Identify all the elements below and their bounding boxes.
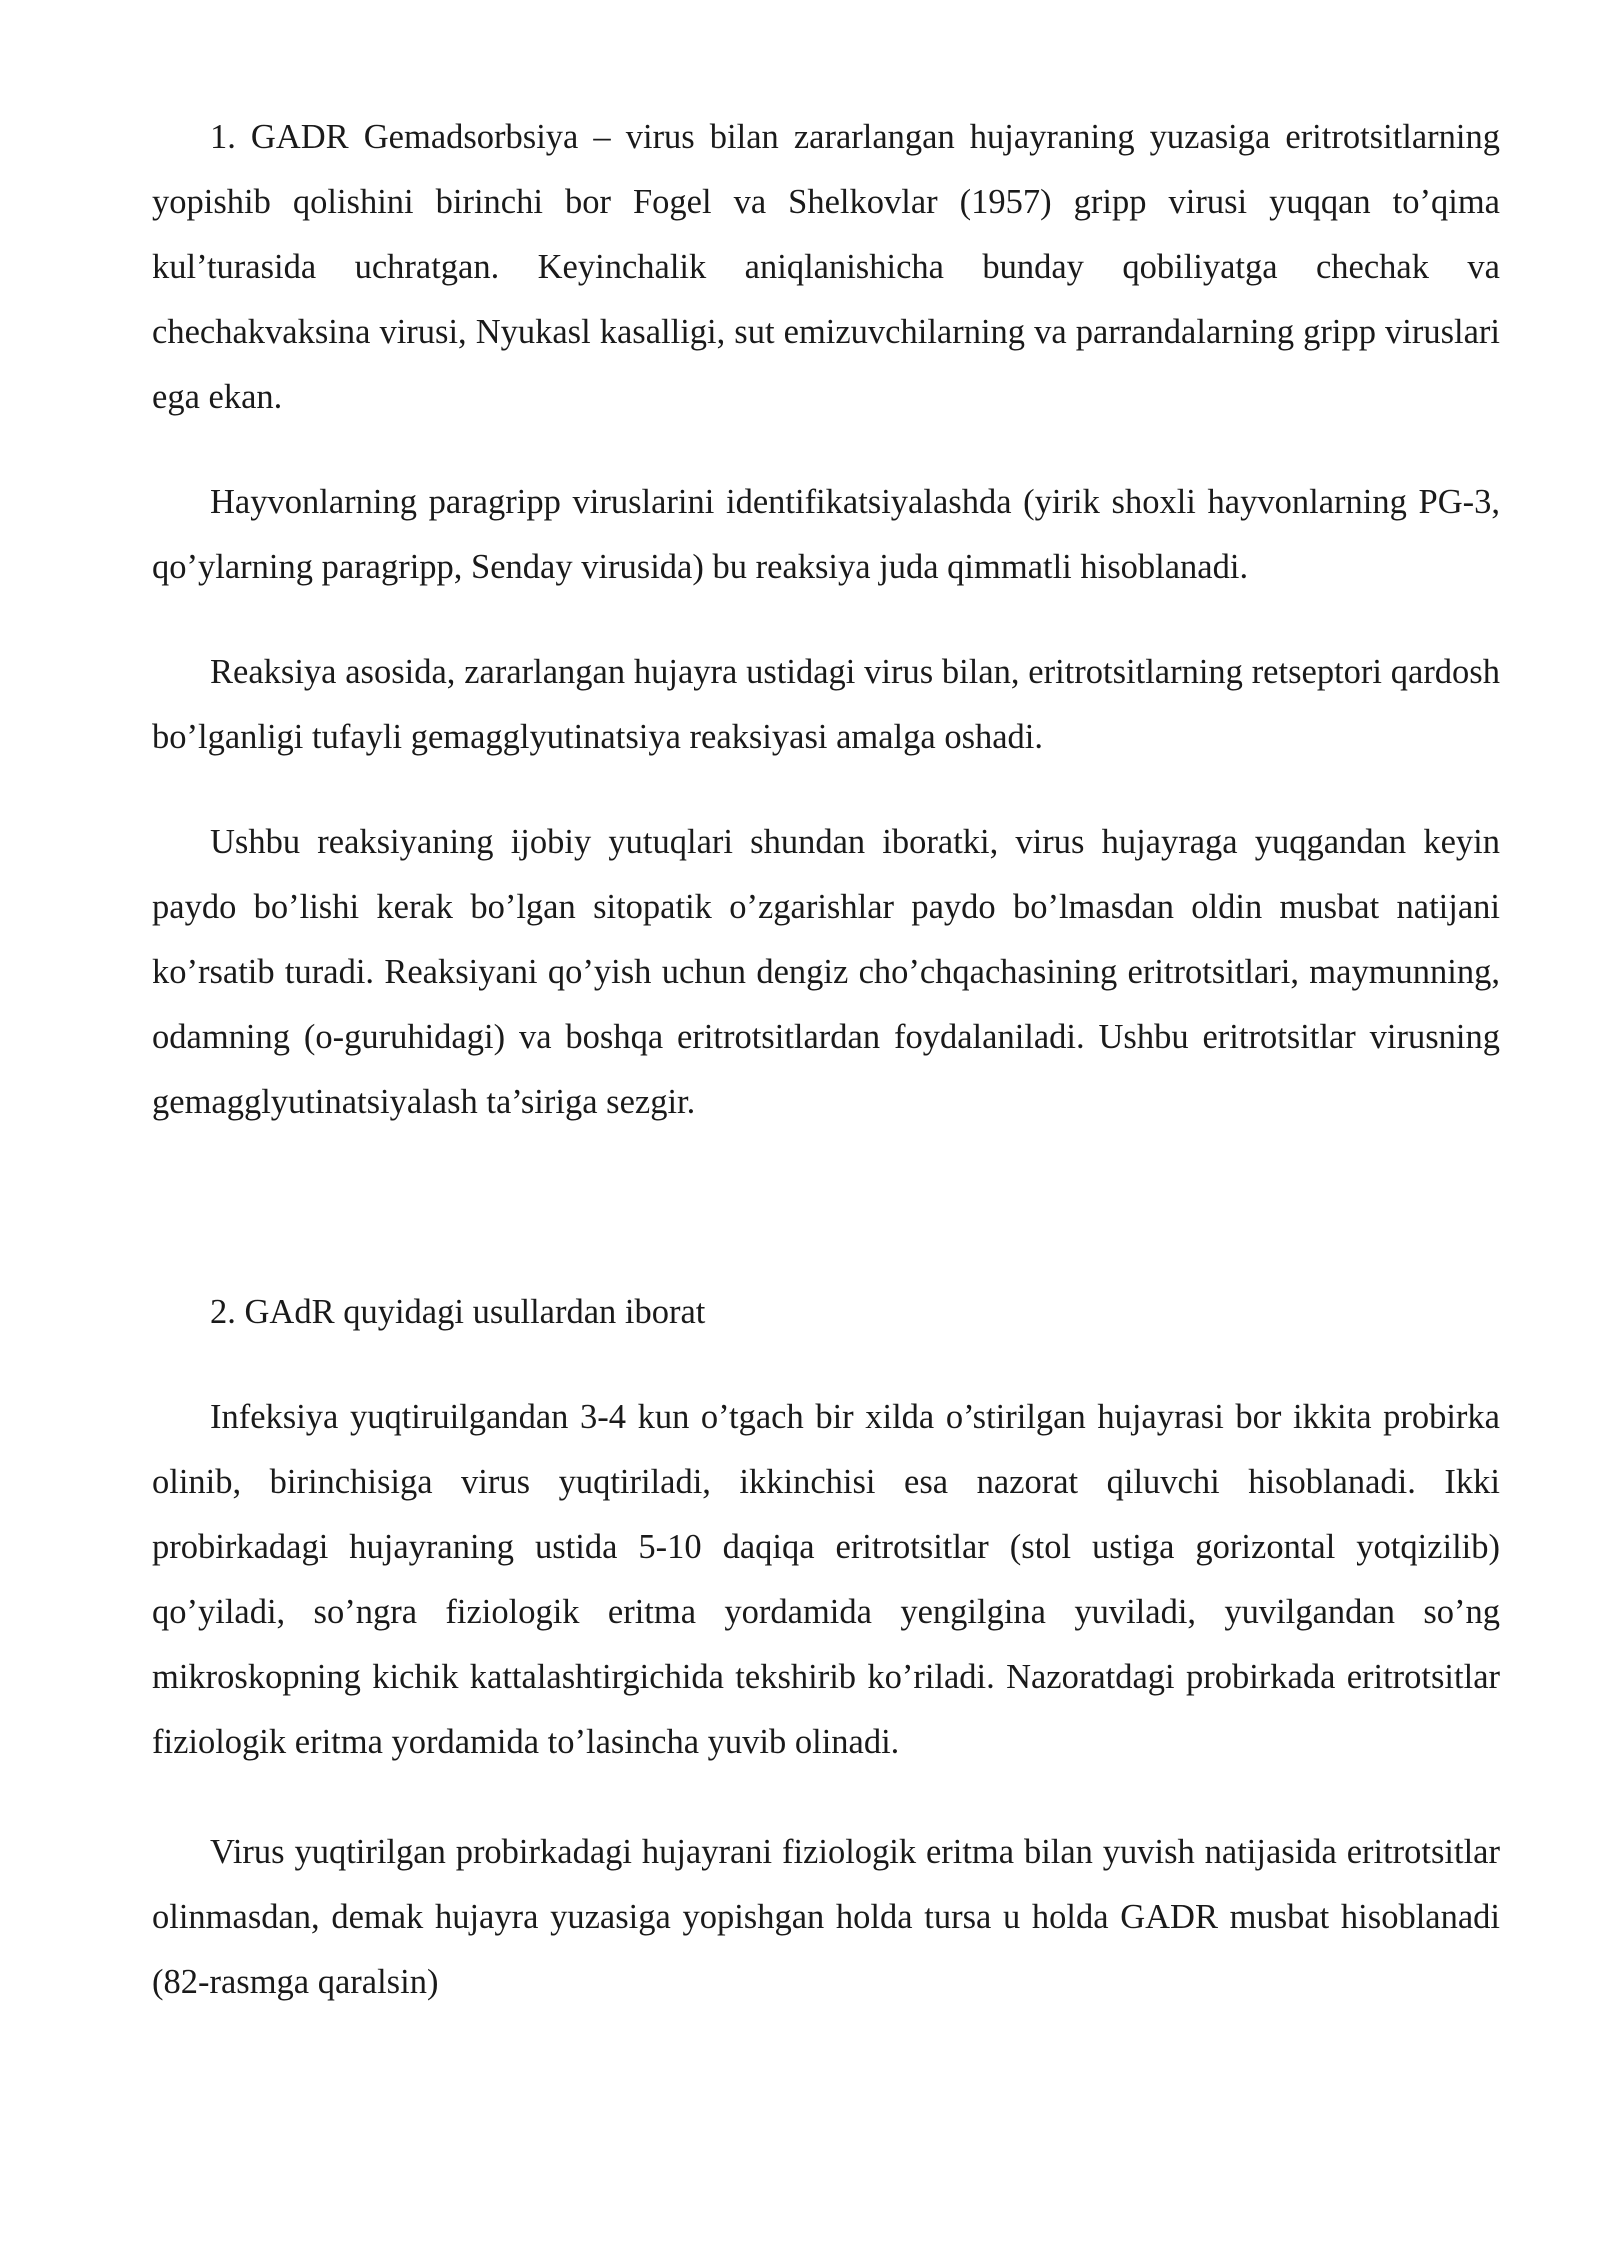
- section-heading-methods: 2. GAdR quyidagi usullardan iborat: [210, 1293, 706, 1331]
- paragraph-gadr-definition: 1. GADR Gemadsorbsiya – virus bilan zararlangan hujayraning yuzasiga eritrotsitlarning yopishib qolishini birinchi bor Fogel va Shelkovlar (1957) gripp virusi yuqqan to’qima kul’turasida uchratgan. Keyinchalik aniqlanishicha bunday qobiliyatga chechak va chechakvaksina virusi, Nyukasl kasalligi, sut emizuvchilarning va parrandalarning gripp viruslari ega ekan.: [152, 118, 1500, 416]
- paragraph-reaction-advantages: Ushbu reaksiyaning ijobiy yutuqlari shundan iboratki, virus hujayraga yuqgandan keyin paydo bo’lishi kerak bo’lgan sitopatik o’zgarishlar paydo bo’lmasdan oldin musbat natijani ko’rsatib turadi. Reaksiyani qo’yish uchun dengiz cho’chqachasining eritrotsitlari, maymunning, odamning (o-guruhidagi) va boshqa eritrotsitlardan foydalaniladi. Ushbu eritrotsitlar virusning gemagglyutinatsiyalash ta’siriga sezgir.: [152, 823, 1500, 1121]
- paragraph-method-result: Virus yuqtirilgan probirkadagi hujayrani fiziologik eritma bilan yuvish natijasida eritrotsitlar olinmasdan, demak hujayra yuzasiga yopishgan holda tursa u holda GADR musbat hisoblanadi (82-rasmga qaralsin): [152, 1833, 1500, 2001]
- paragraph-method-procedure: Infeksiya yuqtiruilgandan 3-4 kun o’tgach bir xilda o’stirilgan hujayrasi bor ikkita probirka olinib, birinchisiga virus yuqtiriladi, ikkinchisi esa nazorat qiluvchi hisoblanadi. Ikki probirkadagi hujayraning ustida 5-10 daqiqa eritrotsitlar (stol ustiga gorizontal yotqizilib) qo’yiladi, so’ngra fiziologik eritma yordamida yengilgina yuviladi, yuvilgandan so’ng mikroskopning kichik kattalashtirgichida tekshirib ko’riladi. Nazoratdagi probirkada eritrotsitlar fiziologik eritma yordamida to’lasincha yuvib olinadi.: [152, 1398, 1500, 1761]
- paragraph-reaction-basis: Reaksiya asosida, zararlangan hujayra ustidagi virus bilan, eritrotsitlarning retseptori qardosh bo’lganligi tufayli gemagglyutinatsiya reaksiyasi amalga oshadi.: [152, 653, 1500, 756]
- paragraph-paragripp-identification: Hayvonlarning paragripp viruslarini identifikatsiyalashda (yirik shoxli hayvonlarning PG-3, qo’ylarning paragripp, Senday virusida) bu reaksiya juda qimmatli hisoblanadi.: [152, 483, 1500, 586]
